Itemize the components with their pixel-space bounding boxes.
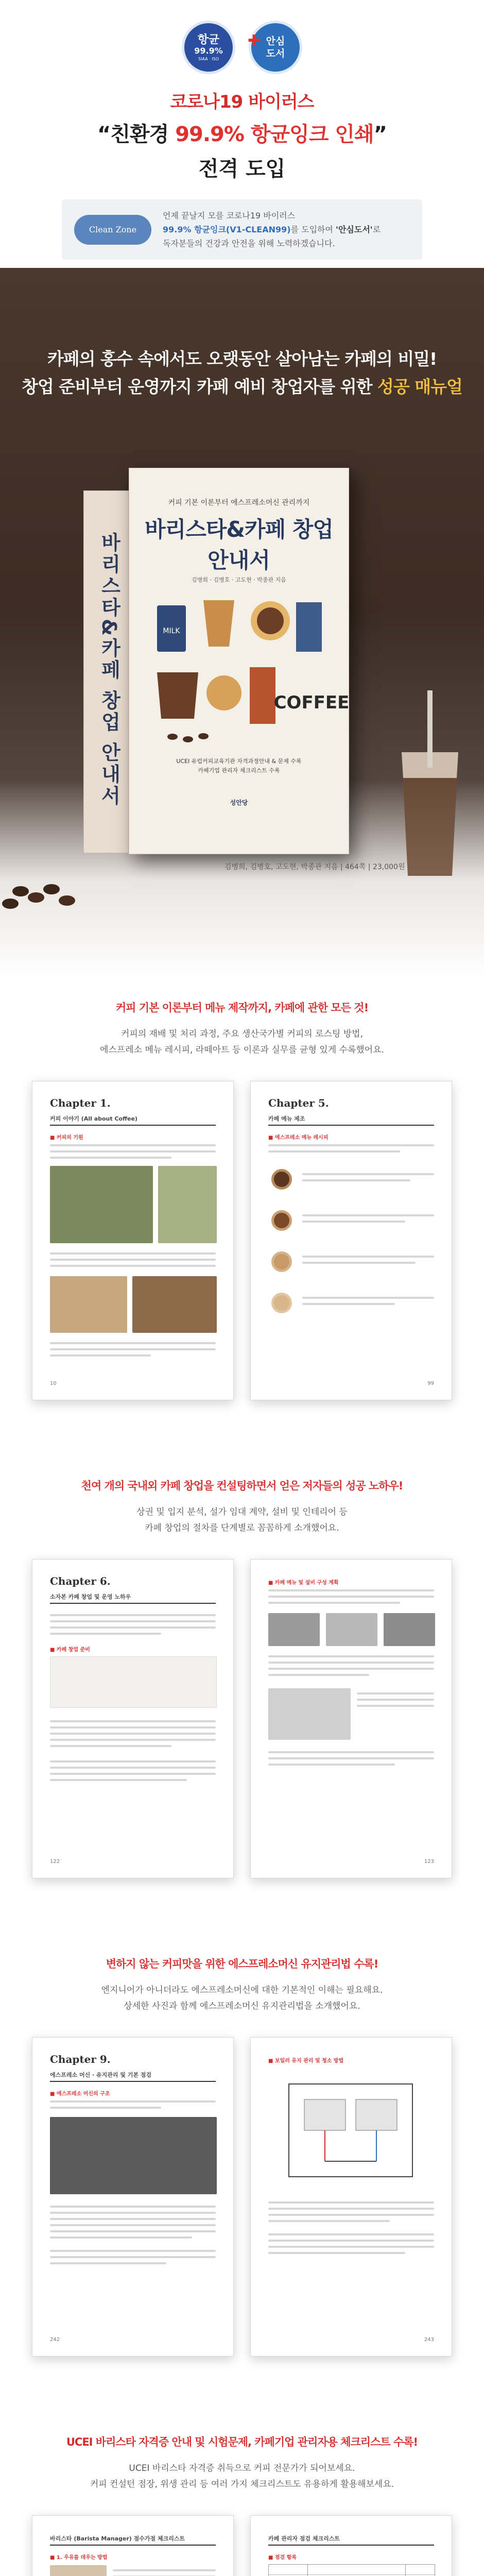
title-prefix: “친환경 [97, 123, 169, 146]
text-line [50, 1259, 216, 1261]
book-tagline: 커피 기본 이론부터 에스프레소머신 관리까지 [168, 499, 310, 507]
badge-left-line3: SIAA · ISO [198, 56, 219, 61]
section1-title: 커피 기본 이론부터 메뉴 제작까지, 카페에 관한 모든 것! [115, 1002, 369, 1014]
banner-subtitle: 코로나19 바이러스 [170, 92, 314, 112]
clean-line3: 독자분들의 건강과 안전을 위해 노력하겠습니다. [163, 239, 335, 248]
page-chapter: Chapter 6. [50, 1575, 111, 1587]
page-subtitle: 커피 이야기 (All about Coffee) [50, 1115, 137, 1122]
page-subtitle: 소자본 카페 창업 및 운영 노하우 [50, 1594, 131, 1600]
text-line [50, 1144, 216, 1146]
text-line [268, 1751, 434, 1753]
section2-pages [21, 1559, 463, 1878]
text-line [50, 1614, 216, 1616]
text-line [268, 2252, 405, 2254]
section4-title: UCEI 바리스타 자격증 안내 및 시험문제, 카페기업 관리자용 체크리스트 수록! [66, 2436, 418, 2448]
boiler-diagram [268, 2069, 435, 2192]
text-line [268, 2240, 434, 2242]
page-rule [50, 1603, 216, 1604]
text-line [302, 1179, 410, 1181]
coffee-bean-photo [50, 1276, 127, 1333]
hero-headline [0, 345, 484, 401]
text-line [50, 1157, 171, 1159]
section1-pages [21, 1081, 463, 1400]
page-heading: ■ 카페 창업 준비 [50, 1647, 90, 1653]
text-line [268, 2214, 434, 2216]
checklist-box [50, 1656, 217, 1708]
page-number: 122 [50, 1859, 60, 1865]
text-line [50, 1620, 216, 1622]
text-line [268, 1589, 434, 1591]
book-title-line1: 바리스타&카페 창업 [145, 517, 333, 542]
section3-title: 변하지 않는 커피맛을 위한 에스프레소머신 유지관리법 수록! [106, 1958, 378, 1970]
text-line [50, 2256, 216, 2258]
book-spine [83, 490, 129, 853]
book-authors: 김병희 · 김병호 · 고도현 · 박종관 지음 [192, 577, 286, 583]
text-line [50, 2206, 216, 2208]
top-banner [0, 0, 484, 268]
text-line [50, 1150, 216, 1153]
text-line [268, 1757, 434, 1759]
section-machine-maintenance [0, 1956, 484, 2357]
text-line [357, 1692, 434, 1694]
page-number: 99 [427, 1381, 434, 1386]
text-line [50, 1773, 216, 1775]
spine-title: 바리스타&카페 창업 안내서 [98, 532, 120, 807]
text-line [50, 2250, 216, 2252]
text-line [50, 1348, 216, 1350]
text-line [50, 1760, 216, 1762]
clean-line2-c: '안심도서' [336, 225, 373, 234]
text-line [50, 1265, 216, 1267]
page-number: 243 [424, 2337, 434, 2343]
page-subtitle: 카페 관리자 점검 체크리스트 [268, 2535, 340, 2542]
text-line [50, 1354, 151, 1357]
page-heading: ■ 에스프레소 메뉴 레시피 [268, 1135, 329, 1141]
checklist-table [268, 2564, 435, 2576]
text-line [302, 1221, 405, 1223]
clean-line1: 언제 끝날지 모를 코로나19 바이러스 [163, 211, 296, 221]
section-startup-knowhow [0, 1478, 484, 1878]
page-heading: ■ 카페 메뉴 및 설비 구성 계획 [268, 1580, 339, 1586]
plus-icon: ✚ [248, 32, 261, 50]
clean-zone-box [62, 199, 422, 260]
page-number: 242 [50, 2337, 60, 2343]
floor-plan-image [268, 1688, 351, 1740]
clean-zone-text [163, 209, 381, 250]
page-rule [50, 2081, 216, 2082]
text-line [113, 2569, 216, 2571]
page-subtitle: 바리스타 (Barista Manager) 점수가점 체크리스트 [50, 2535, 185, 2542]
text-line [302, 1214, 434, 1216]
text-line [268, 2233, 434, 2235]
section4-desc-line2: 커피 컨설턴 점장, 위생 관리 등 여러 가지 체크리스트도 유용하게 활용해보세요. [90, 2479, 394, 2489]
sample-page-right [250, 1559, 452, 1878]
section3-pages [21, 2037, 463, 2357]
page-rule [268, 2545, 434, 2546]
book-cover [129, 468, 349, 854]
section1-desc-line2: 에스프레소 메뉴 레시피, 라떼아트 등 이론과 실무를 균형 있게 수록했어요. [99, 1045, 385, 1055]
book-title-line2: 안내서 [208, 548, 270, 573]
table-divider [307, 2564, 308, 2576]
table-divider [405, 2564, 406, 2576]
text-line [268, 1668, 434, 1670]
hero-line2-a: 창업 준비부터 운영까지 카페 예비 창업자를 위한 [22, 377, 378, 397]
text-line [268, 1602, 400, 1604]
hero-line1: 카페의 홍수 속에서도 오랫동안 살아남는 카페의 비밀! [47, 349, 437, 369]
text-line [50, 1739, 216, 1741]
text-line [50, 1252, 216, 1255]
espresso-machine-photo [50, 2117, 217, 2194]
text-line [50, 2230, 216, 2232]
coffee-farm-photo [132, 1276, 217, 1333]
section2-desc [21, 1504, 463, 1536]
section4-pages [21, 2515, 463, 2576]
text-line [268, 1662, 434, 1664]
title-highlight: 99.9% 항균잉크 인쇄 [175, 123, 374, 146]
text-line [268, 1144, 434, 1146]
section2-desc-line2: 카페 창업의 절차를 단계별로 꼼꼼하게 소개했어요. [145, 1523, 339, 1533]
text-line [268, 2220, 390, 2222]
page-subtitle: 에스프레소 머신 · 유지관리 및 기본 점검 [50, 2072, 152, 2078]
badge-left-line2: 99.9% [194, 45, 223, 56]
clean-line2-a: 99.9% 항균잉크(V1-CLEAN99) [163, 225, 291, 234]
badge-right-text: 안심 도서 [266, 36, 285, 59]
page-heading: ■ 1. 우유를 데우는 방법 [50, 2555, 108, 2561]
page-subtitle: 카페 메뉴 제조 [268, 1115, 305, 1122]
text-line [50, 1626, 216, 1629]
text-line [268, 2201, 434, 2204]
banner-intro: 전격 도입 [198, 157, 286, 181]
section4-desc [21, 2461, 463, 2493]
sample-page-left [32, 2515, 234, 2576]
text-line [50, 1767, 216, 1769]
sample-page-left [32, 1559, 234, 1878]
text-line [50, 2100, 216, 2103]
page-number: 123 [424, 1859, 434, 1865]
text-line [50, 1720, 216, 1722]
clean-zone-logo: Clean Zone [74, 215, 151, 245]
text-line [268, 1596, 434, 1598]
equipment-photo [326, 1613, 377, 1646]
section-coffee-basics [0, 999, 484, 1400]
section3-desc [21, 1982, 463, 2014]
sample-page-right [250, 2037, 452, 2357]
text-line [50, 1733, 216, 1735]
equipment-photo [268, 1613, 320, 1646]
page-chapter: Chapter 1. [50, 1097, 111, 1109]
glass-cup-illustration [391, 690, 469, 886]
page-chapter: Chapter 5. [268, 1097, 329, 1109]
cappuccino-cup-icon [271, 1293, 292, 1313]
section2-desc-line1: 상권 및 입지 분석, 설가 임대 계약, 설비 및 인테리어 등 [136, 1507, 348, 1517]
page-rule [50, 2545, 216, 2546]
text-line [50, 2212, 216, 2214]
sample-page-left [32, 2037, 234, 2357]
section-ucei-certification [0, 2434, 484, 2576]
book-meta: 김병희, 김병호, 고도현, 박종관 지음 | 464쪽 | 23,000원 [224, 863, 405, 871]
text-line [50, 1726, 216, 1728]
text-line [50, 1745, 171, 1747]
book-description [129, 757, 349, 775]
text-line [50, 2218, 216, 2220]
clean-line2 [163, 223, 381, 236]
text-line [268, 1150, 400, 1153]
text-line [50, 2236, 192, 2239]
text-line [268, 1655, 434, 1657]
clean-line2-b: 를 도입하여 [290, 225, 336, 234]
title-suffix: ” [373, 123, 387, 146]
book-publisher: 성안당 [230, 799, 248, 806]
coffee-illustration [147, 590, 350, 744]
americano-cup-icon [271, 1210, 292, 1231]
book-desc-line2: 카페기업 관리자 체크리스트 수록 [198, 767, 280, 774]
sample-page-right [250, 2515, 452, 2576]
hero-line2-b: 성공 매뉴얼 [377, 377, 462, 397]
sample-page-left [32, 1081, 234, 1400]
section1-desc-line1: 커피의 재배 및 처리 과정, 주요 생산국가별 커피의 로스팅 방법, [121, 1029, 363, 1039]
badge-row [0, 0, 484, 74]
page-heading: ■ 에스프레소 머신의 구조 [50, 2091, 110, 2097]
badge-left-line1: 항균 [197, 33, 220, 46]
page-heading: ■ 커피의 기원 [50, 1135, 83, 1141]
latte-cup-icon [271, 1251, 292, 1272]
coffee-label: COFFEE [273, 692, 350, 713]
text-line [50, 1342, 216, 1344]
clean-line2-d: 로 [372, 225, 381, 234]
page-heading: ■ 점검 항목 [268, 2555, 297, 2561]
coffee-plant-photo [50, 1166, 153, 1243]
section1-desc [21, 1026, 463, 1058]
equipment-photo [384, 1613, 435, 1646]
page-rule [50, 1125, 216, 1126]
text-line [50, 1633, 161, 1635]
text-line [357, 1699, 434, 1701]
milk-steaming-photo [50, 2565, 107, 2576]
text-line [50, 2107, 161, 2109]
section4-desc-line1: UCEI 바리스타 자격증 취득으로 커피 전문가가 되어보세요. [129, 2463, 355, 2473]
page-chapter: Chapter 9. [50, 2053, 111, 2065]
text-line [357, 1705, 434, 1707]
hero-section [0, 268, 484, 979]
espresso-cup-icon [271, 1169, 292, 1190]
text-line [302, 1297, 434, 1299]
text-line [50, 2262, 166, 2264]
coffee-plant-photo [158, 1166, 217, 1243]
text-line [302, 1173, 434, 1175]
text-line [302, 1303, 395, 1305]
text-line [268, 1674, 369, 1676]
sample-page-right [250, 1081, 452, 1400]
page-number: 10 [50, 1381, 57, 1386]
section2-title: 천여 개의 국내외 카페 창업을 컨설팅하면서 얻은 저자들의 성공 노하우! [81, 1480, 403, 1492]
banner-main-title [0, 118, 484, 147]
text-line [50, 1779, 187, 1781]
page-rule [268, 1125, 434, 1126]
hero-line2 [0, 373, 484, 401]
text-line [268, 2246, 434, 2248]
text-line [268, 1764, 395, 1766]
section3-desc-line1: 엔지니어가 아니더라도 에스프레소머신에 대한 기본적인 이해는 필요해요. [101, 1985, 383, 1995]
text-line [302, 1262, 416, 1264]
section3-desc-line2: 상세한 사진과 함께 에스프레소머신 유지관리법을 소개했어요. [124, 2001, 360, 2011]
book-desc-line1: UCEI 유럽커피교육기관 자격과정안내 & 문제 수록 [176, 758, 302, 765]
text-line [302, 1256, 434, 1258]
antibacterial-badge [182, 21, 235, 74]
text-line [268, 2208, 434, 2210]
page-heading: ■ 보일러 유지 관리 및 청소 방법 [268, 2058, 344, 2064]
text-line [50, 2224, 216, 2226]
milk-label: MILK [163, 627, 180, 635]
